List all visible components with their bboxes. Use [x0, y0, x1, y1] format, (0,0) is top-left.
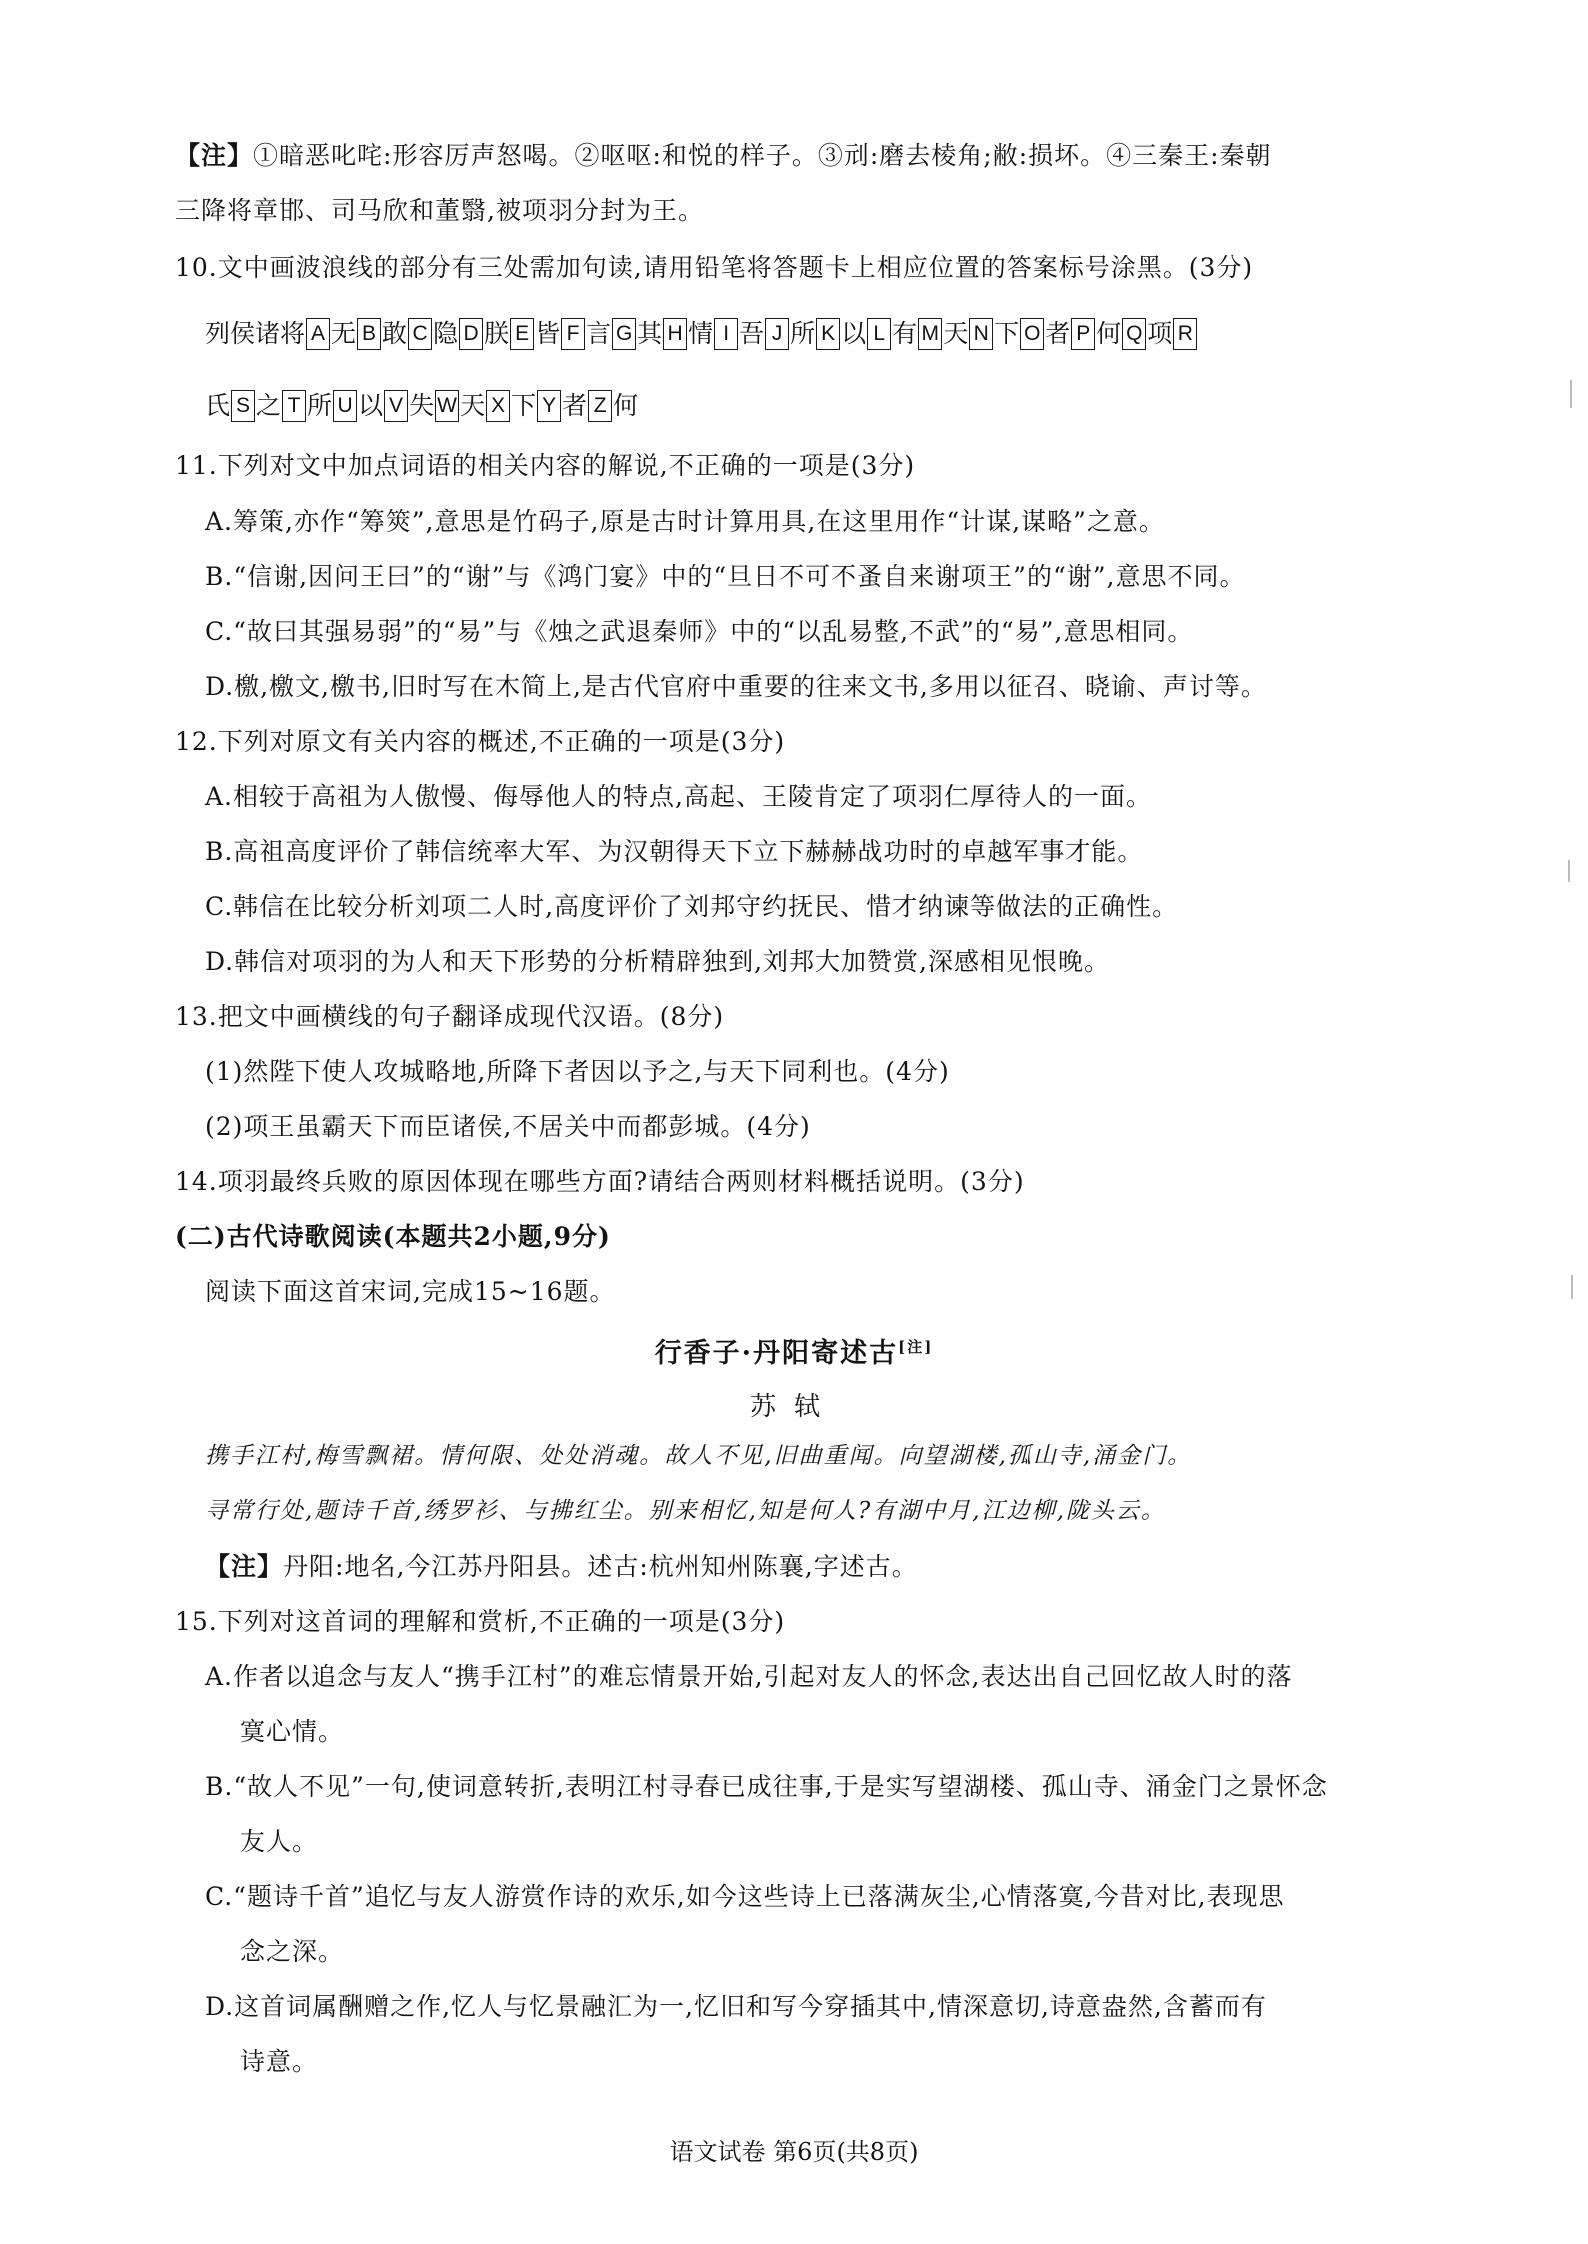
passage-char: 其	[637, 318, 663, 348]
page-footer: 语文试卷 第6页(共8页)	[669, 2138, 919, 2166]
section-2-intro: 阅读下面这首宋词,完成15~16题。	[205, 1277, 616, 1306]
section-2-heading: (二)古代诗歌阅读(本题共2小题,9分)	[175, 1222, 611, 1251]
answer-box-o: O	[1020, 318, 1044, 350]
question-11-option-b: B.“信谢,因问王曰”的“谢”与《鸿门宴》中的“旦日不可不蚤自来谢项王”的“谢”,意思不同。	[205, 562, 1246, 591]
answer-box-i: I	[714, 318, 738, 350]
answer-box-h: H	[663, 318, 687, 350]
answer-box-d: D	[459, 318, 483, 350]
passage-char: 者	[1045, 318, 1071, 348]
poem-line-1: 携手江村,梅雪飘裙。情何限、处处消魂。故人不见,旧曲重闻。向望湖楼,孤山寺,涌金门。	[205, 1443, 1193, 1469]
answer-box-p: P	[1071, 318, 1095, 350]
question-15-option-b-cont: 友人。	[240, 1827, 319, 1856]
note-line-2: 三降将章邯、司马欣和董翳,被项羽分封为王。	[175, 196, 704, 225]
answer-box-w: W	[435, 390, 459, 422]
answer-box-c: C	[408, 318, 432, 350]
passage-char: 所	[307, 390, 333, 420]
answer-box-n: N	[969, 318, 993, 350]
answer-box-g: G	[612, 318, 636, 350]
answer-box-k: K	[816, 318, 840, 350]
passage-char: 以	[841, 318, 867, 348]
scan-mark	[1570, 380, 1572, 408]
question-13-stem: 13.把文中画横线的句子翻译成现代汉语。(8分)	[175, 1002, 725, 1031]
passage-char: 隐	[433, 318, 459, 348]
poem-line-2: 寻常行处,题诗千首,绣罗衫、与拂红尘。别来相忆,知是何人?有湖中月,江边柳,陇头云。	[205, 1498, 1166, 1524]
answer-box-f: F	[561, 318, 585, 350]
question-15-option-d-cont: 诗意。	[240, 2047, 319, 2076]
question-11-option-c: C.“故曰其强易弱”的“易”与《烛之武退秦师》中的“以乱易整,不武”的“易”,意思相同。	[205, 617, 1194, 646]
question-12-option-d: D.韩信对项羽的为人和天下形势的分析精辟独到,刘邦大加赞赏,深感相见恨晚。	[205, 947, 1110, 976]
poem-title-note: [注]	[898, 1338, 934, 1356]
passage-char: 下	[511, 390, 537, 420]
passage-char: 情	[688, 318, 714, 348]
answer-box-t: T	[282, 390, 306, 422]
passage-char: 项	[1147, 318, 1173, 348]
answer-box-v: V	[384, 390, 408, 422]
question-11-option-a: A.筹策,亦作“筹筴”,意思是竹码子,原是古时计算用具,在这里用作“计谋,谋略”之意。	[205, 507, 1165, 536]
passage-char: 何	[1096, 318, 1122, 348]
question-11-option-d: D.檄,檄文,檄书,旧时写在木简上,是古代官府中重要的往来文书,多用以征召、晓谕、声讨等。	[205, 672, 1267, 701]
question-15-option-d: D.这首词属酬赠之作,忆人与忆景融汇为一,忆旧和写今穿插其中,情深意切,诗意盎然,含蓄而有	[205, 1992, 1267, 2021]
passage-char: 无	[331, 318, 357, 348]
question-15-option-c: C.“题诗千首”追忆与友人游赏作诗的欢乐,如今这些诗上已落满灰尘,心情落寞,今昔对比,表现思	[205, 1882, 1285, 1911]
question-10-stem: 10.文中画波浪线的部分有三处需加句读,请用铅笔将答题卡上相应位置的答案标号涂黑。(3分)	[175, 253, 1254, 282]
passage-char: 敢	[382, 318, 408, 348]
answer-box-l: L	[867, 318, 891, 350]
passage-char: 吾	[739, 318, 765, 348]
question-14-stem: 14.项羽最终兵败的原因体现在哪些方面?请结合两则材料概括说明。(3分)	[175, 1167, 1025, 1196]
question-11-stem: 11.下列对文中加点词语的相关内容的解说,不正确的一项是(3分)	[175, 451, 916, 480]
answer-box-a: A	[306, 318, 330, 350]
question-12-option-c: C.韩信在比较分析刘项二人时,高度评价了刘邦守约抚民、惜才纳谏等做法的正确性。	[205, 892, 1179, 921]
passage-char: 所	[790, 318, 816, 348]
note-label: 【注】	[175, 141, 254, 170]
scan-mark	[1571, 1275, 1573, 1299]
answer-box-b: B	[357, 318, 381, 350]
note-text-1: ①暗恶叱咤:形容厉声怒喝。②呕呕:和悦的样子。③刓:磨去棱角;敝:损坏。④三秦王:秦朝	[253, 141, 1272, 170]
answer-box-q: Q	[1122, 318, 1146, 350]
passage-char: 皆	[535, 318, 561, 348]
passage-char: 下	[994, 318, 1020, 348]
poem-note	[205, 1551, 918, 1583]
question-15-option-a-cont: 寞心情。	[240, 1717, 345, 1746]
passage-char: 列侯诸将	[205, 318, 306, 348]
poem-note-label: 【注】	[205, 1552, 284, 1581]
passage-char: 何	[613, 390, 639, 420]
punctuation-row-1	[205, 312, 1198, 354]
question-13-sentence-1: (1)然陛下使人攻城略地,所降下者因以予之,与天下同利也。(4分)	[205, 1057, 950, 1086]
question-12-option-a: A.相较于高祖为人傲慢、侮辱他人的特点,高起、王陵肯定了项羽仁厚待人的一面。	[205, 782, 1152, 811]
passage-char: 天	[460, 390, 486, 420]
answer-box-j: J	[765, 318, 789, 350]
answer-box-x: X	[486, 390, 510, 422]
question-12-stem: 12.下列对原文有关内容的概述,不正确的一项是(3分)	[175, 727, 786, 756]
answer-box-m: M	[918, 318, 942, 350]
question-15-option-a: A.作者以追念与友人“携手江村”的难忘情景开始,引起对友人的怀念,表达出自己回忆故人时的落	[205, 1662, 1293, 1691]
passage-char: 之	[256, 390, 282, 420]
question-15-option-b: B.“故人不见”一句,使词意转折,表明江村寻春已成往事,于是实写望湖楼、孤山寺、涌金门之景怀念	[205, 1772, 1328, 1801]
poem-note-text: 丹阳:地名,今江苏丹阳县。述古:杭州知州陈襄,字述古。	[283, 1552, 918, 1581]
question-12-option-b: B.高祖高度评价了韩信统率大军、为汉朝得天下立下赫赫战功时的卓越军事才能。	[205, 837, 1144, 866]
answer-box-e: E	[510, 318, 534, 350]
question-15-option-c-cont: 念之深。	[240, 1937, 345, 1966]
poem-title	[0, 1331, 1588, 1370]
answer-box-y: Y	[537, 390, 561, 422]
passage-char: 有	[892, 318, 918, 348]
question-15-stem: 15.下列对这首词的理解和赏析,不正确的一项是(3分)	[175, 1607, 786, 1636]
answer-box-z: Z	[588, 390, 612, 422]
poem-title-text: 行香子·丹阳寄述古	[654, 1338, 899, 1369]
passage-char: 氏	[205, 390, 231, 420]
passage-char: 失	[409, 390, 435, 420]
answer-box-r: R	[1173, 318, 1197, 350]
answer-box-u: U	[333, 390, 357, 422]
note-line-1	[175, 140, 1272, 172]
question-13-sentence-2: (2)项王虽霸天下而臣诸侯,不居关中而都彭城。(4分)	[205, 1112, 811, 1141]
passage-char: 天	[943, 318, 969, 348]
scan-mark	[1568, 860, 1570, 882]
passage-char: 言	[586, 318, 612, 348]
poem-author: 苏轼	[749, 1392, 838, 1422]
passage-char: 朕	[484, 318, 510, 348]
passage-char: 以	[358, 390, 384, 420]
passage-char: 者	[562, 390, 588, 420]
punctuation-row-2	[205, 384, 638, 426]
answer-box-s: S	[231, 390, 255, 422]
